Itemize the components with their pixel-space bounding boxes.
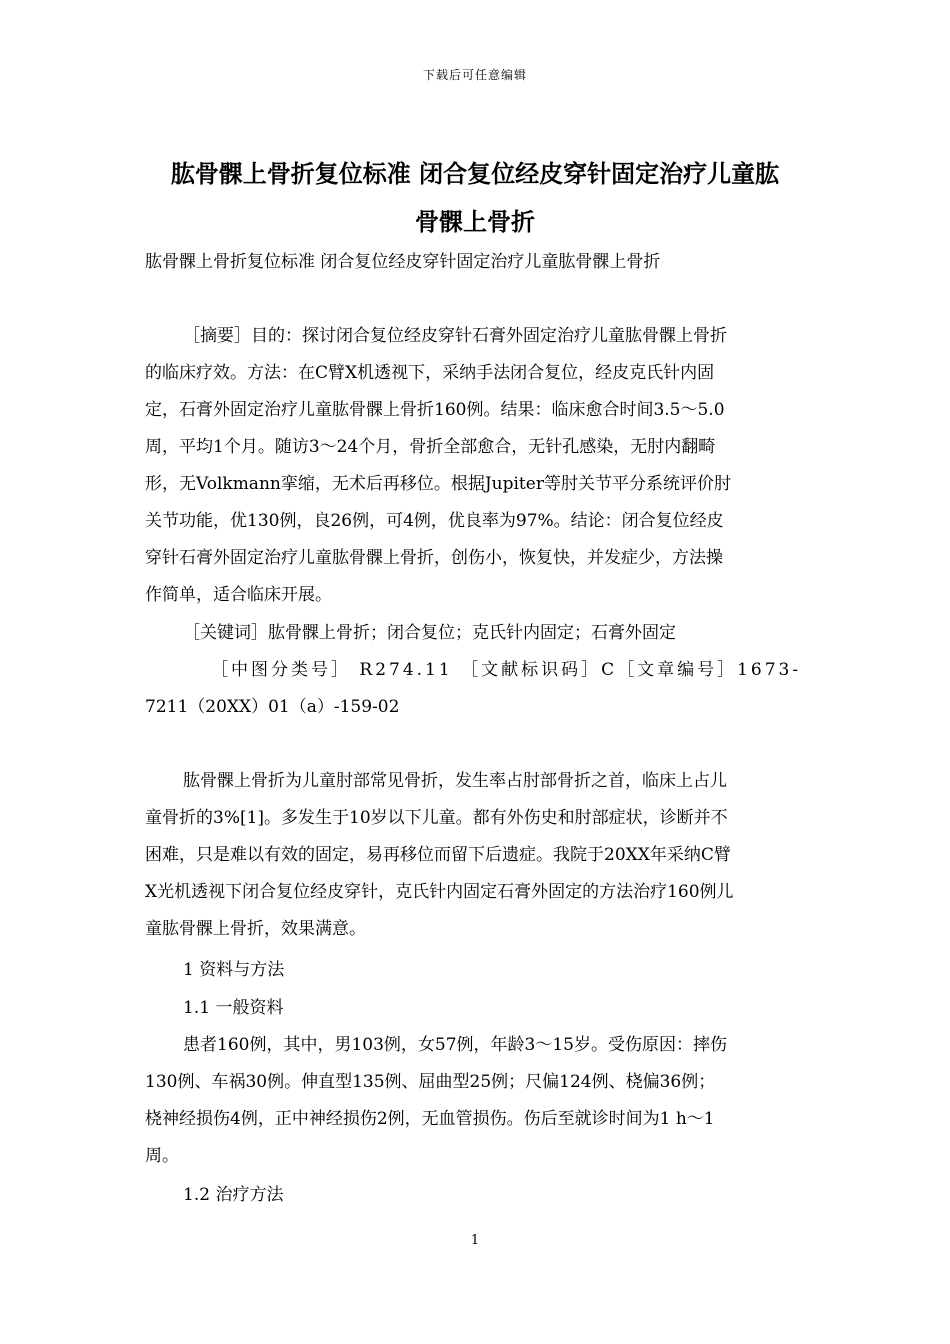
keywords: ［关键词］肱骨髁上骨折；闭合复位；克氏针内固定；石膏外固定 <box>183 623 676 643</box>
abstract-line: 定，石膏外固定治疗儿童肱骨髁上骨折160例。结果：临床愈合时间3.5～5.0 <box>145 400 725 420</box>
abstract-line: 形，无Volkmann挛缩，无术后再移位。根据Jupiter等肘关节平分系统评价肘 <box>145 474 731 494</box>
intro-line: 童肱骨髁上骨折，效果满意。 <box>145 919 366 939</box>
classification-line-2: 7211（20XX）01（a）-159-02 <box>145 697 400 717</box>
page-number: 1 <box>470 1233 480 1248</box>
intro-line: 肱骨髁上骨折为儿童肘部常见骨折，发生率占肘部骨折之首，临床上占儿 <box>183 771 727 791</box>
classification <box>145 652 807 726</box>
section-1-1-line: 桡神经损伤4例，正中神经损伤2例，无血管损伤。伤后至就诊时间为1 h～1 <box>145 1109 715 1129</box>
classification-line-1: ［中图分类号］ R274.11 ［文献标识码］C［文章编号］1673- <box>211 660 802 680</box>
section-1-1-paragraph <box>145 1027 807 1175</box>
section-1-2-heading: 1.2 治疗方法 <box>183 1185 284 1205</box>
abstract-line: 作简单，适合临床开展。 <box>145 585 332 605</box>
section-1-1-line: 患者160例，其中，男103例，女57例，年龄3～15岁。受伤原因：摔伤 <box>183 1035 727 1055</box>
subtitle: 肱骨髁上骨折复位标准 闭合复位经皮穿针固定治疗儿童肱骨髁上骨折 <box>145 252 661 272</box>
page-header-note: 下载后可任意编辑 <box>422 68 527 82</box>
section-1-1-heading: 1.1 一般资料 <box>183 998 284 1018</box>
section-1-1-line: 130例、车祸30例。伸直型135例、屈曲型25例；尺偏124例、桡偏36例； <box>145 1072 716 1092</box>
title-line-2: 骨髁上骨折 <box>415 207 535 236</box>
title-line-1: 肱骨髁上骨折复位标准 闭合复位经皮穿针固定治疗儿童肱 <box>170 159 780 188</box>
abstract-line: ［摘要］目的：探讨闭合复位经皮穿针石膏外固定治疗儿童肱骨髁上骨折 <box>183 326 727 346</box>
abstract-line: 关节功能，优130例，良26例，可4例，优良率为97%。结论：闭合复位经皮 <box>145 511 724 531</box>
section-1-heading: 1 资料与方法 <box>183 960 285 980</box>
document-title <box>145 150 805 246</box>
section-1-1-line: 周。 <box>145 1146 179 1166</box>
intro-line: 童骨折的3%[1]。多发生于10岁以下儿童。都有外伤史和肘部症状，诊断并不 <box>145 808 728 828</box>
abstract <box>145 318 807 614</box>
abstract-line: 的临床疗效。方法：在C臂X机透视下，采纳手法闭合复位，经皮克氏针内固 <box>145 363 715 383</box>
intro-line: X光机透视下闭合复位经皮穿针，克氏针内固定石膏外固定的方法治疗160例儿 <box>145 882 734 902</box>
intro-line: 困难，只是难以有效的固定，易再移位而留下后遗症。我院于20XX年采纳C臂 <box>145 845 731 865</box>
intro-paragraph <box>145 763 807 948</box>
abstract-line: 周，平均1个月。随访3～24个月，骨折全部愈合，无针孔感染，无肘内翻畸 <box>145 437 716 457</box>
abstract-line: 穿针石膏外固定治疗儿童肱骨髁上骨折，创伤小，恢复快，并发症少，方法操 <box>145 548 723 568</box>
